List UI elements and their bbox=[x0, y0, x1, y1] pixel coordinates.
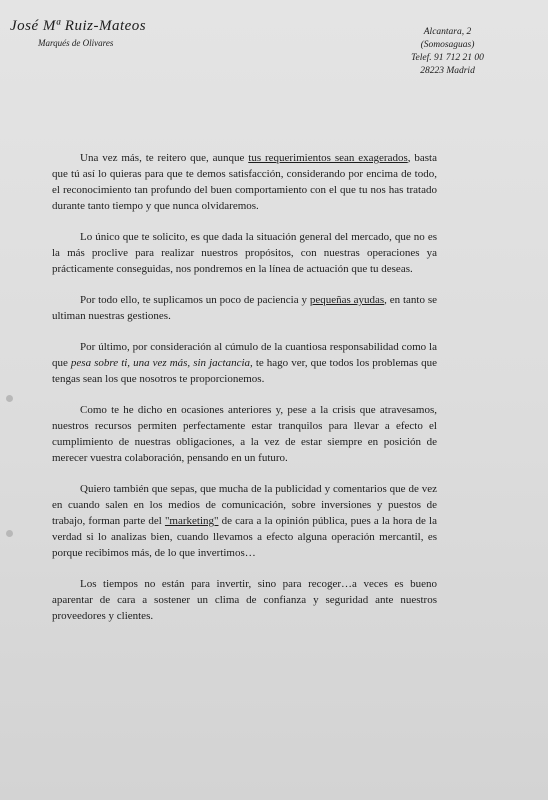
underlined-text: pequeñas ayudas bbox=[309, 294, 385, 306]
paragraph-4 bbox=[52, 339, 437, 387]
address-line: 28223 Madrid bbox=[420, 66, 475, 76]
paragraph-2: Lo único que te solicito, es que dada la situación general del mercado, que no es la más proclive para realizar nuestros propósitos, con nuestras operaciones ya prácticamente conseguidas, nos pondremos en la línea de actuación que tu deseas. bbox=[52, 231, 437, 275]
underlined-text: "marketing" bbox=[164, 515, 219, 527]
italic-text: pesa sobre ti, una vez más, sin jactancia, bbox=[70, 357, 253, 369]
letter-body bbox=[52, 150, 437, 639]
address-line: Telef. 91 712 21 00 bbox=[411, 53, 484, 63]
text-run: , basta que tú así lo quieras para que te demos satisfacción, considerando por encima de todo, el reconocimiento tan profundo del buen comportamiento con el que tu nos has tratado durante tanto tiempo y que nunca olvidaremos. bbox=[52, 152, 437, 212]
address-line: (Somosaguas) bbox=[420, 40, 475, 50]
paragraph-6 bbox=[52, 481, 437, 561]
sender-title: Marqués de Olivares bbox=[38, 38, 114, 48]
sender-name: José Mª Ruiz-Mateos bbox=[10, 18, 147, 34]
paragraph-5: Como te he dicho en ocasiones anteriores y, pese a la crisis que atravesamos, nuestros recursos permiten perfectamente estar tranquilos para llevar a efecto el cumplimiento de nuestras obligaciones, a la vez de estar siempre en posición de merecer vuestra colaboración, pensando en un futuro. bbox=[52, 404, 437, 464]
text-run: Quiero también que sepas, que mucha de la publicidad y comentarios que de vez en cuando salen en los medios de comunicación, sobre inversiones y puestos de trabajo, forman parte del bbox=[52, 483, 437, 527]
paragraph-7: Los tiempos no están para invertir, sino para recoger…a veces es bueno aparentar de cara a sostener un clima de confianza y seguridad ante nuestros proveedores y clientes. bbox=[52, 578, 437, 622]
paragraph-3 bbox=[52, 292, 437, 324]
paragraph-1 bbox=[52, 150, 437, 214]
punch-hole bbox=[6, 530, 13, 537]
letterhead-sender bbox=[10, 18, 146, 48]
underlined-text: tus requerimientos sean exagerados bbox=[248, 152, 408, 164]
text-run: de cara a la opinión pública, pues a la hora de la verdad si lo analizas bien, cuando llevamos a efecto alguna operación mercantil, es porque recibimos más, de lo que invertimos… bbox=[52, 515, 437, 559]
address-line: Alcantara, 2 bbox=[423, 27, 472, 37]
punch-hole bbox=[6, 395, 13, 402]
text-run: te hago ver, que todos los problemas que tengas sean los que nosotros te proporcionemos. bbox=[52, 357, 437, 385]
text-run: Por último, por consideración al cúmulo de la cuantiosa responsabilidad como la que bbox=[52, 341, 437, 369]
text-run: , en tanto se ultiman nuestras gestiones. bbox=[52, 294, 437, 322]
text-run: Por todo ello, te suplicamos un poco de paciencia y bbox=[80, 294, 310, 306]
text-run: Una vez más, te reitero que, aunque bbox=[80, 152, 249, 164]
letterhead-address bbox=[400, 26, 495, 78]
